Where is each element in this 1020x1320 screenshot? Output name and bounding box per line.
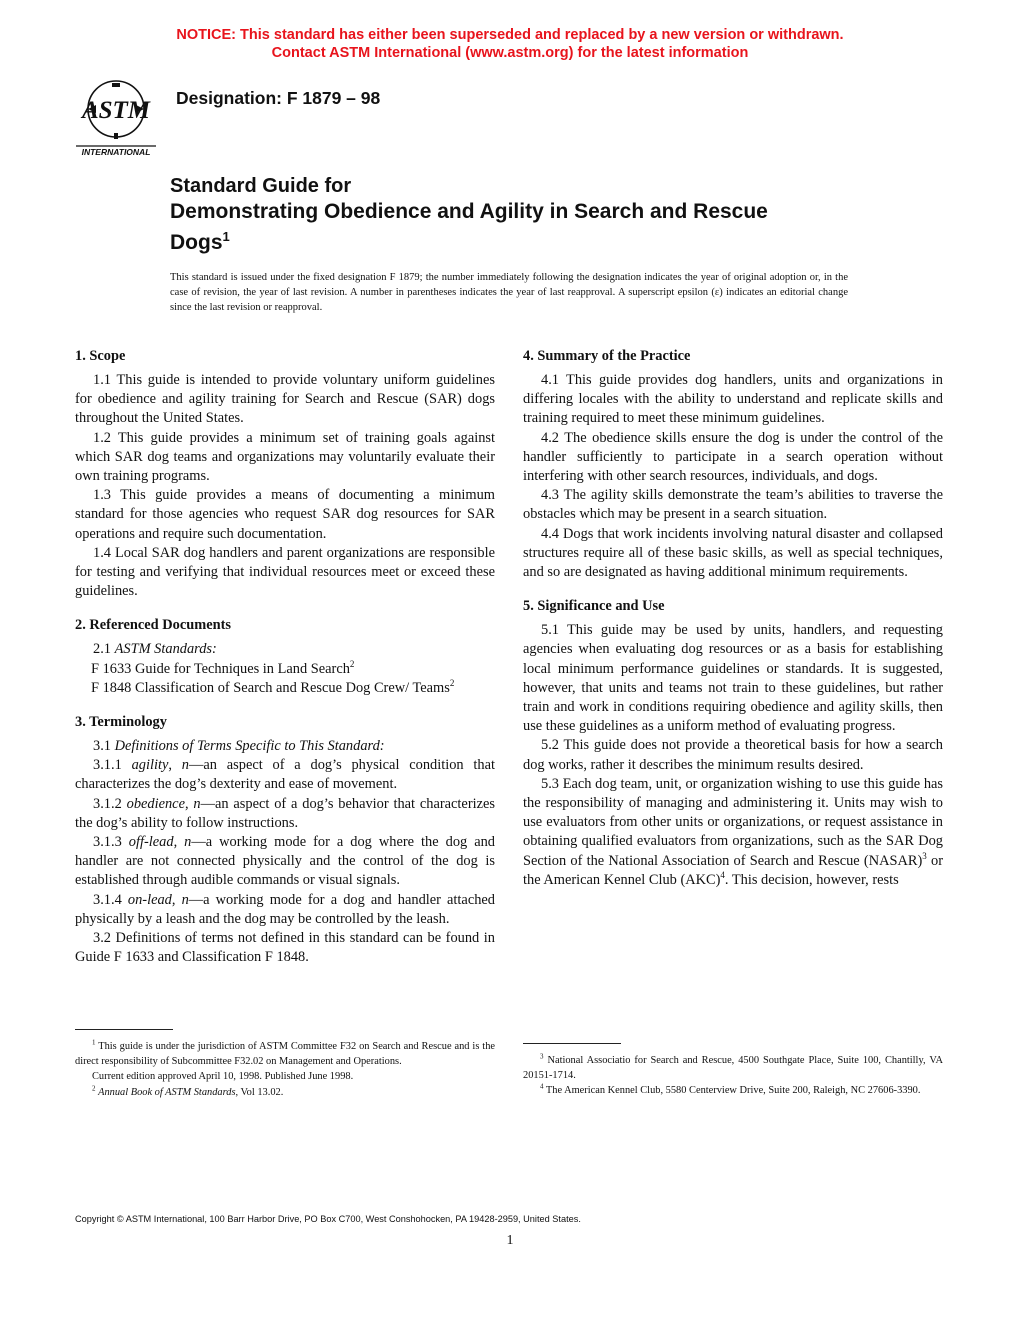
footnote-3-marker: 3 bbox=[540, 1052, 544, 1061]
scope-1-3: 1.3 This guide provides a means of documenting a minimum standard for those agencies who request SAR dog resources for SAR operations and require such documentation. bbox=[75, 487, 495, 542]
ref-f1848-sup: 2 bbox=[449, 678, 455, 689]
significance-5-3-b: or the American Kennel Club (AKC) bbox=[523, 852, 943, 888]
footnote-2 bbox=[75, 1085, 495, 1100]
footnotes-right bbox=[523, 1053, 943, 1099]
footnote-4 bbox=[523, 1083, 943, 1098]
term-agility-pos: n bbox=[181, 757, 189, 774]
term-obedience: obedience bbox=[126, 795, 185, 812]
summary-4-3: 4.3 The agility skills demonstrate the team’s abilities to traverse the obstacles which may be present in a search situation. bbox=[523, 487, 943, 523]
footnotes-left bbox=[75, 1039, 495, 1100]
term-3-2: 3.2 Definitions of terms not defined in this standard can be found in Guide F 1633 and Classification F 1848. bbox=[75, 930, 495, 966]
terminology-heading: 3. Terminology bbox=[75, 714, 167, 731]
term-agility-def: —an aspect of a dog’s physical condition that characterizes the dog’s dexterity and ease of movement. bbox=[75, 757, 495, 793]
term-3-1-4: 3.1.4 on-lead, n—a working mode for a dog and handler attached physically by a leash and the dog may be controlled by the leash. bbox=[75, 891, 495, 927]
term-agility: agility bbox=[131, 757, 169, 774]
scope-heading: 1. Scope bbox=[75, 348, 126, 364]
logo-subtext: INTERNATIONAL bbox=[81, 147, 151, 157]
term-3-1-4-num: 3.1.4 bbox=[93, 891, 122, 908]
summary-4-2: 4.2 The obedience skills ensure the dog is under the control of the handler sufficiently to participate in a search operation without interfering with other search resources, individuals, and dogs. bbox=[523, 429, 943, 485]
referenced-documents-heading: 2. Referenced Documents bbox=[75, 617, 231, 634]
footnote-divider-left bbox=[75, 1029, 173, 1030]
term-off-lead-pos: n bbox=[184, 834, 192, 851]
term-on-lead-def: —a working mode for a dog and handler attached physically by a leash and the dog may be controlled by the leash. bbox=[75, 891, 495, 927]
refs-2-1-num: 2.1 bbox=[93, 641, 111, 658]
footnote-ref-4: 4 bbox=[720, 870, 725, 881]
astm-logo-icon bbox=[70, 75, 162, 157]
summary-4-1: 4.1 This guide provides dog handlers, units and organizations in differing locales with the ability to understand and replicate skills and training required to meet these minimum guidelines. bbox=[523, 372, 943, 427]
term-on-lead: on-lead bbox=[127, 891, 172, 908]
term-3-1-1: 3.1.1 agility, n—an aspect of a dog’s physical condition that characterizes the dog’s dexterity and ease of movement. bbox=[75, 757, 495, 793]
term-off-lead: off-lead bbox=[128, 834, 174, 851]
ref-f1633-text: F 1633 Guide for Techniques in Land Search bbox=[91, 660, 350, 677]
term-off-lead-def: —a working mode for a dog where the dog and handler are not connected physically and the control of the dog is established through audible commands or visual signals. bbox=[75, 834, 495, 889]
term-3-1-3: 3.1.3 off-lead, n—a working mode for a dog where the dog and handler are not connected physically and the control of the dog is established through audible commands or visual signals. bbox=[75, 834, 495, 889]
footnote-4-text: The American Kennel Club, 5580 Centerview Drive, Suite 200, Raleigh, NC 27606-3390. bbox=[543, 1085, 921, 1097]
significance-5-3-a: 5.3 Each dog team, unit, or organization wishing to use this guide has the responsibility of managing and administering it. Units may wish to use evaluators from other units or organizations, or request assistance in obtaining qualified evaluators from organizations, such as the SAR Dog Section of the National Association of Search and Rescue (NASAR) bbox=[523, 775, 943, 869]
footnote-1-marker: 1 bbox=[92, 1038, 96, 1047]
footnote-4-marker: 4 bbox=[540, 1082, 544, 1091]
footnote-ref-3: 3 bbox=[922, 850, 927, 861]
footnote-2-marker: 2 bbox=[92, 1084, 96, 1093]
document-title bbox=[170, 174, 890, 255]
notice-line-2: Contact ASTM International (www.astm.org) for the latest information bbox=[271, 45, 749, 61]
significance-5-3 bbox=[523, 775, 943, 890]
title-line-1: Standard Guide for bbox=[170, 175, 352, 197]
footnote-3 bbox=[523, 1053, 943, 1083]
title-line-3 bbox=[170, 224, 890, 255]
copyright-notice: Copyright © ASTM International, 100 Barr Harbor Drive, PO Box C700, West Conshohocken, PA 19428-2959, United States. bbox=[75, 1214, 581, 1224]
footnote-3-text: National Associatio for Search and Rescue, 4500 Southgate Place, Suite 100, Chantilly, VA 20151-1714. bbox=[523, 1055, 943, 1082]
footnote-1-text: This guide is under the jurisdiction of ASTM Committee F32 on Search and Rescue and is the direct responsibility of Subcommittee F32.02 on Management and Operations. bbox=[75, 1041, 495, 1068]
footnote-2-title: Annual Book of ASTM Standards bbox=[98, 1086, 236, 1098]
term-3-1-num: 3.1 bbox=[93, 738, 111, 755]
term-3-1-label: Definitions of Terms Specific to This Standard: bbox=[114, 738, 385, 755]
term-3-1-2-num: 3.1.2 bbox=[93, 795, 122, 812]
notice-line-1: NOTICE: This standard has either been superseded and replaced by a new version or withdrawn. bbox=[176, 27, 844, 43]
issuance-statement: This standard is issued under the fixed designation F 1879; the number immediately following the designation indicates the year of original adoption or, in the case of revision, the year of last revision. A number in parentheses indicates the year of last reapproval. A superscript epsilon (ε) indicates an editorial change since the last revision or reapproval. bbox=[170, 272, 848, 313]
designation: Designation: F 1879 – 98 bbox=[176, 88, 381, 108]
ref-f1633-sup: 2 bbox=[349, 658, 355, 669]
summary-heading: 4. Summary of the Practice bbox=[523, 348, 691, 364]
ref-f1848 bbox=[75, 679, 495, 698]
significance-5-1: 5.1 This guide may be used by units, handlers, and requesting agencies when evaluating dog resources or as a basis for establishing local minimum performance guidelines or standards. It is suggested, however, that units and teams not train to these guidelines, but rather train and work in conditions requiring obedience and agility skills, then use these guidelines as a uniform method of evaluating progress. bbox=[523, 622, 943, 735]
footnote-2-rest: , Vol 13.02. bbox=[235, 1086, 284, 1098]
refs-2-1 bbox=[75, 640, 495, 659]
title-footnote-ref: 1 bbox=[222, 229, 230, 244]
significance-5-3-c: . This decision, however, rests bbox=[724, 871, 899, 888]
term-obedience-pos: n bbox=[193, 795, 201, 812]
ref-f1633 bbox=[75, 660, 495, 679]
scope-1-2: 1.2 This guide provides a minimum set of training goals against which SAR dog teams and organizations may voluntarily evaluate their own training programs. bbox=[75, 429, 495, 485]
left-column bbox=[75, 346, 495, 967]
footnote-1-edition: Current edition approved April 10, 1998. Published June 1998. bbox=[92, 1071, 354, 1083]
title-line-2: Demonstrating Obedience and Agility in Search and Rescue bbox=[170, 200, 768, 223]
withdrawal-notice bbox=[0, 26, 1020, 62]
term-3-1-1-num: 3.1.1 bbox=[93, 757, 122, 774]
term-obedience-def: —an aspect of a dog’s behavior that characterizes the dog’s ability to follow instructions. bbox=[75, 795, 495, 831]
significance-heading: 5. Significance and Use bbox=[523, 598, 665, 615]
term-3-1-2: 3.1.2 obedience, n—an aspect of a dog’s behavior that characterizes the dog’s ability to follow instructions. bbox=[75, 795, 495, 831]
title-line-3-text: Dogs bbox=[170, 231, 223, 254]
summary-4-4: 4.4 Dogs that work incidents involving natural disaster and collapsed structures require all of these basic skills, as well as special techniques, and so are designated as having additional minimum requirements. bbox=[523, 525, 943, 581]
footnote-divider-right bbox=[523, 1043, 621, 1044]
footnote-1 bbox=[75, 1039, 495, 1069]
term-3-1 bbox=[75, 737, 495, 756]
significance-5-2: 5.2 This guide does not provide a theoretical basis for how a search dog works, rather it describes the minimum results desired. bbox=[523, 737, 943, 773]
term-on-lead-pos: n bbox=[181, 891, 189, 908]
page-number: 1 bbox=[506, 1233, 514, 1248]
scope-1-1: 1.1 This guide is intended to provide voluntary uniform guidelines for obedience and agility training for Search and Rescue (SAR) dogs throughout the United States. bbox=[75, 372, 495, 427]
logo-text: ASTM bbox=[81, 97, 151, 124]
right-column bbox=[523, 346, 943, 890]
refs-2-1-label: ASTM Standards: bbox=[114, 641, 217, 658]
scope-1-4: 1.4 Local SAR dog handlers and parent organizations are responsible for testing and verifying that individual resources meet or exceed these guidelines. bbox=[75, 544, 495, 600]
term-3-1-3-num: 3.1.3 bbox=[93, 834, 122, 851]
ref-f1848-text: F 1848 Classification of Search and Rescue Dog Crew/ Teams bbox=[91, 679, 450, 696]
